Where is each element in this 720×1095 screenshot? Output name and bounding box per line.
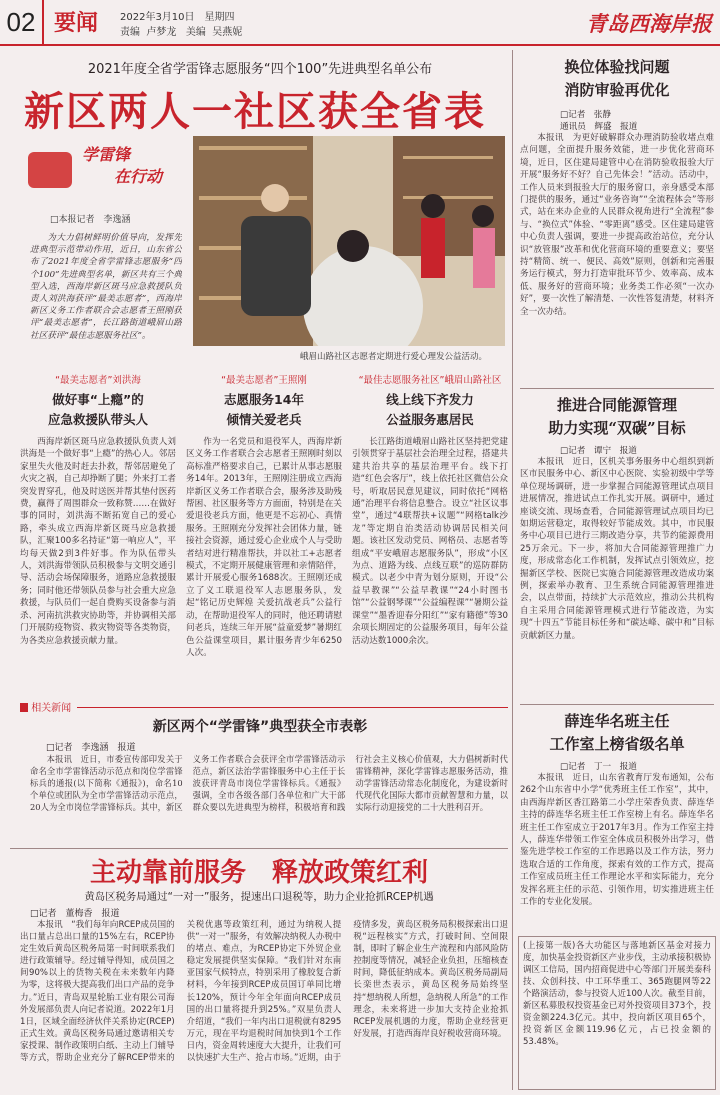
- photo-illustration: [193, 136, 505, 346]
- related-rule: [20, 707, 508, 708]
- sub-title-2a: 志愿服务14年: [224, 392, 304, 407]
- sub-title-1b: 应急救援队带头人: [47, 412, 148, 427]
- sidebar-1-body: [520, 132, 714, 374]
- sidebar-3-headline-b: 工作室上榜省级名单: [549, 735, 685, 753]
- second-headline: 主动靠前服务 释放政策红利: [89, 858, 428, 888]
- sub-body-1-text: 西海岸新区斑马应急救援队负责人刘洪海是一个做好事“上瘾”的热心人。邻居家里失火他及时赶去扑救，帮邻居避免了火灾之祸，自己却挣断了腿；外来打工者突发胃穿孔，他及时送医并帮其垫付医药费，赢得了周围群众一致称赞……在做好事的同时，刘洪海不断拓宽自己的爱心路，牵头成立西海岸新区斑马应急救援队，汇聚100多名持证“第一响应人”，平均每天做2到3件好事。作为队伍带头人，刘洪海带领队员积极参与文明交通引导、活动会场保障服务，道路应急救援服务；同时他还带领队员参与社会重大应急救援，与队员们一起自费购买设备参与消杀、河南抗洪救灾协助等，并协调相关部门开展防疫物资、救灾物资等各类物资，为各类应急救援贡献力量。: [20, 437, 176, 646]
- sub-title-1a: 做好事“上瘾”的: [52, 392, 144, 407]
- related-body-text: 本报讯 近日，市委宣传部印发关于命名全市学雷锋活动示范点和岗位学雷锋标兵的通报(以下简称《通报》)，命名10个单位或团队为全市学雷锋活动示范点，20人为全市岗位学雷锋标兵。其中，新区义务工作者联合会获评全市学雷锋活动示范点，新区法治学雷锋服务中心主任于长波获评青岛市岗位学雷锋标兵。《通报》强调，全市各级各部门各单位和广大干部群众要以先进典型为榜样，积极培育和践行社会主义核心价值观，大力倡树新时代雷锋精神，深化学雷锋志愿服务活动，推动学雷锋活动常态化制度化，为建设新时代现代化国际大都市贡献智慧和力量，以实际行动迎接党的二十大胜利召开。: [30, 754, 508, 812]
- main-lead-text: 为大力倡树鲜明价值导向，发挥先进典型示范带动作用，近日，山东省公布了2021年度全省学雷锋志愿服务“四个100”先进典型名单，新区共有三个典型入选，西海岸新区斑马应急救援队负责人刘洪海获评“最美志愿者”，西海岸新区义务工作者联合会志愿者王照刚获评“最美志愿者”，长江路街道峨眉山路社区获评“最佳志愿服务社区”。: [30, 233, 182, 341]
- main-byline: □本报记者 李逸涵: [50, 215, 131, 225]
- sidebar-1-body-text: 本报讯 为更好破解群众办理消防验收堵点难点问题，全面提升服务效能，进一步优化营商环境，近日，区住建局建管中心在消防验收报验大厅开展“服务好不好？自己先体会！”活动。活动中，工作人员来到报验大厅的服务窗口，亲身感受本部门提供的服务，通过“业务咨询”“全流程体会”等形式，站在来办企业的人民群众视角进行“全流程”参与、“换位式”体验、“零距离”感受。区住建局建管中心负责人强调，要进一步提高政治站位，充分认识“放管服”改革和优化营商环境的重要意义；要坚持“精简、统一、便民、高效”原则，创新和完善服务运行模式，努力打造审批环节少、效率高、成本低、服务好的营商环境；业务类工作必须“一次办好”，要一次性了解清楚、一次性答复清楚，材料齐全一次办结。: [520, 133, 714, 317]
- issue-date: 2022年3月10日 星期四: [120, 12, 235, 23]
- sidebar-2-body: [520, 456, 714, 692]
- sub-body-1: [20, 436, 176, 736]
- sidebar-3-body: [520, 772, 714, 944]
- campaign-badge: [22, 138, 182, 196]
- related-label: [20, 699, 77, 714]
- main-headline: 新区两人一社区获全省表: [24, 88, 486, 135]
- sub-column-3: [352, 372, 508, 736]
- sub-body-2: [186, 436, 342, 736]
- sub-body-3-text: 长江路街道峨眉山路社区坚持把党建引领贯穿于基层社会治理全过程，搭建共建共治共享的基层治理平台。线下打造“红色会客厅”，线上依托社区微信公众号，听取居民意见建议，同时依托“网格通”治理平台将信息整合。设立“社区议事堂”，通过“4联帮扶+议题”“网格talk沙龙”等定期自治类活动协调居民相关问题。该社区发动党员、网格员、志愿者等组成“平安峨眉志愿服务队”，形成“小区为点、道路为线、点线互联”的巡防群防模式。以老少中青为划分原则，开设“公益早教课”“公益早教课”“24小时图书馆”“公益钢琴课”“公益编程课”“暑期公益课堂”“墨香迎春分阳红”“家有籍德”等30余项长期固定的公益服务项目，每年公益活动达数1000余次。: [352, 437, 508, 646]
- editor-line: [120, 23, 242, 38]
- sidebar-divider-2: [520, 704, 714, 705]
- sidebar-3-byline: □记者 丁一 报道: [560, 762, 637, 772]
- header-rule: [0, 44, 720, 46]
- designer-name: 吴燕妮: [212, 27, 243, 38]
- paper-logo: 青岛西海岸报: [586, 11, 712, 36]
- section-title: 要闻: [54, 10, 99, 36]
- related-label-text: 相关新闻: [31, 703, 72, 714]
- page-number: 02: [0, 0, 44, 44]
- sub-kicker-2: “最美志愿者”王照刚: [221, 375, 307, 386]
- sub-title-3a: 线上线下齐发力: [386, 392, 474, 407]
- sidebar-2-headline-b: 助力实现“双碳”目标: [548, 419, 686, 437]
- continuation-box: [518, 936, 716, 1090]
- sidebar-1-headline-b: 消防审验再优化: [564, 81, 670, 99]
- sidebar-2-headline-a: 推进合同能源管理: [556, 396, 677, 414]
- sidebar-article-2: [520, 394, 714, 692]
- second-byline: □记者 董梅香 报道: [30, 909, 120, 919]
- sub-body-3: [352, 436, 508, 736]
- sidebar-1-headline-a: 换位体验找问题: [564, 58, 670, 76]
- second-subhead: 黄岛区税务局通过“一对一”服务，提速出口退税等，助力企业抢抓RCEP机遇: [84, 891, 434, 903]
- sidebar-3-body-text: 本报讯 近日，山东省教育厅发布通知，公布262个山东省中小学“优秀班主任工作室”，其中，由西海岸新区香江路第二小学庄荣香负责、薛连华主持的薛连华名班主任工作室榜上有名。薛连华名班主任工作室成立于2017年3月。作为工作室主持人，薛连华带领工作室全体成员积极外出学习，借鉴先进学校工作室的工作思路以及工作方法，努力选取合适的工作角度，探索有效的工作方式，提高工作室成员班主任工作理论水平和实际能力，充分发挥名班主任的示范、引领作用，切实推进班主任工作的专业化发展。: [520, 773, 714, 908]
- sub-title-2b: 倾情关爱老兵: [226, 412, 302, 427]
- sidebar-divider-1: [520, 388, 714, 389]
- related-body: [30, 753, 508, 839]
- sidebar-article-1: [520, 56, 714, 374]
- sidebar-3-headline-a: 薛连华名班主任: [564, 712, 670, 730]
- sidebar-1-byline-b: 通讯员 辉盛 报道: [560, 122, 638, 132]
- continuation-text: (上接第一版)各大功能区与落地新区基金对接力度，加快基金投资新区产业步伐，主动承接积极协调区工信局，国内招商促进中心等部门开展美泰科技、众创科技、中工环华重工、365跑腿网等22个路演活动，参与投资人近100人次。截至目前，新区私募股权投资基金已对外投资项目373个，投资金额224.3亿元。其中，投向新区项目65个，投资新区金额119.96亿元，占已投金额的53.48%。: [523, 941, 711, 1047]
- photo-caption: 峨眉山路社区志愿者定期进行爱心理发公益活动。: [300, 352, 488, 362]
- main-photo: [193, 136, 505, 346]
- column-divider: [512, 50, 513, 1090]
- second-story-rule: [10, 848, 508, 849]
- main-kicker: 2021年度全省学雷锋志愿服务“四个100”先进典型名单公布: [87, 62, 433, 77]
- sidebar-article-3: [520, 710, 714, 944]
- sub-body-2-text: 作为一名党员和退役军人，西海岸新区义务工作者联合会志愿者王照刚时刻以高标准严格要求自己，已累计从事志愿服务14年。2013年，王照刚注册成立西海岸新区义务工作者联合会，服务涉及助残帮困、社区服务等方方面面，特别是在关爱退役老兵方面，他更是不忘初心、真情服务。王照刚充分发挥社会团体力量，链接社会资源，通过爱心企业成个人与受助者结对进行精准帮扶，并以社工+志愿者模式，不定期开展健康管理和亲情陪伴，累计开展爱心服务1688次。王照刚还成立了义工联退役军人志愿服务队，发起“铭记历史辉煌 关爱抗战老兵”公益行动，在帮助退役军人的同时，他还聘请慰问老兵，连续三年开展“益童爱梦”暑期红色公益课堂项目，累计服务青少年6250人次。: [186, 437, 342, 658]
- second-body-text: 本报讯 “我们每年向RCEP成员国的出口量占总出口量的15%左右，RCEP协定生效后黄岛区税务局第一时间联系我们进行政策辅导。经过辅导得知，成员国之间90%以上的货物关税在未来数年内降为零，这将极大提高我们出口产品的竞争力。”近日，青岛双星轮胎工业有限公司海外发展部负责人向记者说道。2022年1月1日，区域全面经济伙伴关系协定(RCEP)正式生效。黄岛区税务局通过邀请相关专家授课、制作政策明白纸、主动上门辅导等方式，帮助企业充分了解RCEP带来的关税优惠等政策红利，通过为纳税人提供“一对一”服务，有效解决纳税人办税中的堵点、难点，为RCEP协定下外贸企业稳定发展提供坚实保障。“我们针对东南亚国家气候特点，特别采用了橡胶复合新材料，今年接到RCEP成员国订单同比增长120%，预计今年全年面向RCEP成员国的出口量将提升到25%。”双星负责人介绍道，“我们一年内出口退税就有8295万元，现在平均退税时间加快到1个工作日内，资金周转速度大大提升，让我们可以快速扩大生产、抢占市场。”近期，由于疫情多发，黄岛区税务局积极探索出口退税“远程核实”方式，打破时间、空间限制，即时了解企业生产流程和内部风险防控制度等情况，减轻企业负担，压缩核查时间，降低征纳成本。黄岛区税务局副局长栾世杰表示，黄岛区税务局始终坚持“想纳税人所想，急纳税人所急”的工作理念，未来将进一步加大支持企业抢抓RCEP发展机遇的力度，帮助企业经营更好发展，打造西海岸良好税收营商环境。: [20, 920, 508, 1064]
- sub-kicker-1: “最美志愿者”刘洪海: [55, 375, 141, 386]
- sub-column-1: [20, 372, 176, 736]
- editor-name: 卢梦龙: [146, 27, 177, 38]
- badge-top: 学雷锋: [82, 145, 131, 164]
- related-byline: □记者 李逸涵 报道: [46, 743, 136, 753]
- related-marker-icon: [20, 703, 28, 712]
- sidebar-2-byline: □记者 谭宁 报道: [560, 446, 637, 456]
- related-headline: 新区两个“学雷锋”典型获全市表彰: [152, 719, 368, 735]
- sub-kicker-3: “最佳志愿服务社区”峨眉山路社区: [358, 375, 502, 386]
- second-body: [20, 919, 508, 1091]
- designer-label: 美编: [185, 27, 206, 38]
- editor-label: 责编: [120, 27, 140, 38]
- main-lead: [30, 232, 182, 352]
- sidebar-1-byline-a: □记者 张静: [560, 110, 612, 120]
- badge-decoration: [28, 152, 72, 188]
- badge-bottom: 在行动: [114, 167, 163, 186]
- sidebar-2-body-text: 本报讯 近日，区机关事务服务中心组织到新区市民服务中心、新区中心医院、实验初级中学等单位现场调研，进一步掌握合同能源管理试点项目进展情况，推进试点工作扎实开展。调研中，通过座谈交流、现场查看，合同能源管理试点项目均已如期运营稳定，取得较好节能成效。其中，市民服务中心项目已进行三期改造分享，共节约能源费用25万余元。下一步，将加大合同能源管理推广力度，形成常态化工作机制，发挥试点引领效应，挖掘新区学校、医院已实施合同能源管理改造成功案例，探索举办教育、卫生系统合同能源管理推进会，以点带面，持续扩大示范效应，推动公共机构自主采用合同能源管理模式进行节能改造，为实现“十四五”节能目标任务和“碳达峰、碳中和”目标贡献新区力量。: [520, 457, 714, 641]
- sub-title-3b: 公益服务惠居民: [386, 412, 474, 427]
- sub-column-2: [186, 372, 342, 736]
